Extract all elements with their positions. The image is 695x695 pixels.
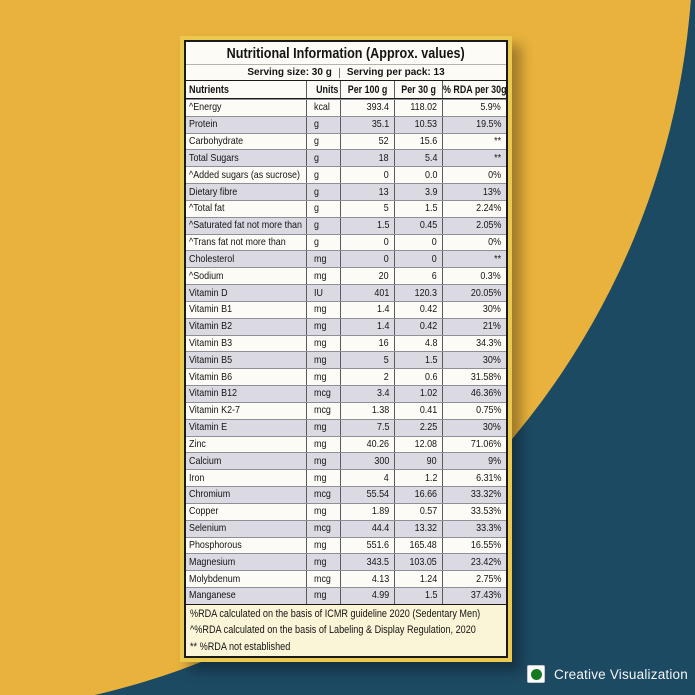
cell-name: Chromium [189, 489, 231, 501]
cell-name: Vitamin B12 [189, 388, 238, 400]
cell-p100: 5 [340, 201, 394, 217]
cell-name: Vitamin K2-7 [189, 405, 240, 417]
cell-name: Phosphorous [189, 539, 242, 551]
cell-p30: 1.2 [394, 470, 442, 486]
cell-p30: 90 [394, 453, 442, 469]
cell-name: ^Added sugars (as sucrose) [189, 169, 300, 181]
cell-rda: 30% [442, 352, 506, 368]
serving-per-pack-text: Serving per pack: 13 [346, 67, 445, 78]
cell-p100: 13 [340, 184, 394, 200]
nutrient-row [186, 553, 506, 570]
cell-p100: 0 [340, 167, 394, 183]
nutrient-row [186, 486, 506, 503]
veg-dot-icon [531, 669, 542, 680]
cell-p100: 7.5 [340, 420, 394, 436]
nutrient-row [186, 200, 506, 217]
cell-units: mg [306, 504, 340, 520]
nutrient-row [186, 368, 506, 385]
cell-units: mg [306, 251, 340, 267]
cell-units: mcg [306, 487, 340, 503]
cell-p30: 103.05 [394, 554, 442, 570]
nutrient-row [186, 351, 506, 368]
cell-units: mg [306, 268, 340, 284]
header-rda-per-30g: % RDA per 30g [442, 81, 506, 98]
cell-units: g [306, 150, 340, 166]
nutrient-row [186, 267, 506, 284]
cell-units: mcg [306, 403, 340, 419]
cell-rda: 37.43% [442, 588, 506, 604]
cell-p100: 551.6 [340, 538, 394, 554]
nutrient-rows [186, 99, 506, 604]
cell-name: Cholesterol [189, 253, 235, 265]
cell-p30: 1.02 [394, 386, 442, 402]
footnotes [186, 604, 506, 656]
label-title-text: Nutritional Information (Approx. values) [226, 44, 466, 62]
cell-units: g [306, 167, 340, 183]
nutrient-row [186, 452, 506, 469]
cell-units: g [306, 218, 340, 234]
cell-p100: 393.4 [340, 100, 394, 116]
serving-divider [339, 68, 340, 78]
cell-units: g [306, 235, 340, 251]
credit-line [527, 664, 688, 684]
cell-name: Vitamin B5 [189, 354, 233, 366]
cell-rda: ** [442, 251, 506, 267]
credit-text: Creative Visualization [554, 666, 688, 682]
cell-p30: 0.0 [394, 167, 442, 183]
nutrient-row [186, 183, 506, 200]
cell-name: Magnesium [189, 556, 236, 568]
nutrient-row [186, 436, 506, 453]
cell-units: g [306, 134, 340, 150]
nutrition-table [184, 40, 508, 658]
cell-rda: 2.24% [442, 201, 506, 217]
cell-units: kcal [306, 100, 340, 116]
cell-p100: 3.4 [340, 386, 394, 402]
cell-rda: 33.3% [442, 521, 506, 537]
nutrient-row [186, 133, 506, 150]
cell-rda: 0% [442, 167, 506, 183]
cell-p30: 1.5 [394, 352, 442, 368]
cell-p30: 13.32 [394, 521, 442, 537]
cell-rda: 0.75% [442, 403, 506, 419]
cell-p100: 16 [340, 336, 394, 352]
cell-name: ^Trans fat not more than [189, 237, 286, 249]
cell-units: mg [306, 470, 340, 486]
cell-units: mg [306, 369, 340, 385]
cell-rda: 33.32% [442, 487, 506, 503]
cell-p30: 15.6 [394, 134, 442, 150]
cell-name: Total Sugars [189, 152, 239, 164]
cell-units: g [306, 117, 340, 133]
cell-name: Calcium [189, 455, 222, 467]
cell-units: mcg [306, 386, 340, 402]
cell-rda: ** [442, 150, 506, 166]
cell-name: Vitamin B2 [189, 321, 233, 333]
cell-rda: 0% [442, 235, 506, 251]
cell-name: Zinc [189, 438, 206, 450]
cell-name: ^Saturated fat not more than [189, 220, 302, 232]
cell-rda: 2.75% [442, 571, 506, 587]
cell-p100: 44.4 [340, 521, 394, 537]
header-per-100g: Per 100 g [340, 81, 394, 98]
nutrient-row [186, 469, 506, 486]
cell-name: Vitamin D [189, 287, 228, 299]
cell-units: mg [306, 588, 340, 604]
cell-rda: 21% [442, 319, 506, 335]
cell-units: mg [306, 319, 340, 335]
table-header-row [186, 80, 506, 99]
cell-p100: 5 [340, 352, 394, 368]
cell-p100: 1.4 [340, 302, 394, 318]
cell-p100: 0 [340, 251, 394, 267]
cell-rda: 34.3% [442, 336, 506, 352]
cell-p30: 4.8 [394, 336, 442, 352]
cell-rda: 5.9% [442, 100, 506, 116]
cell-rda: 16.55% [442, 538, 506, 554]
cell-name: Vitamin B6 [189, 371, 233, 383]
nutrient-row [186, 301, 506, 318]
cell-p30: 118.02 [394, 100, 442, 116]
cell-rda: 2.05% [442, 218, 506, 234]
cell-p100: 1.38 [340, 403, 394, 419]
cell-p100: 18 [340, 150, 394, 166]
cell-p100: 401 [340, 285, 394, 301]
cell-name: Vitamin E [189, 422, 228, 434]
cell-name: Iron [189, 472, 205, 484]
cell-name: Vitamin B1 [189, 304, 233, 316]
cell-rda: 13% [442, 184, 506, 200]
cell-p30: 12.08 [394, 437, 442, 453]
cell-p100: 4.13 [340, 571, 394, 587]
cell-units: mg [306, 538, 340, 554]
nutrient-row [186, 402, 506, 419]
nutrient-row [186, 385, 506, 402]
cell-rda: 30% [442, 420, 506, 436]
cell-p100: 1.5 [340, 218, 394, 234]
nutrient-row [186, 149, 506, 166]
nutrient-row [186, 570, 506, 587]
cell-p30: 10.53 [394, 117, 442, 133]
nutrient-row [186, 234, 506, 251]
cell-p30: 0.6 [394, 369, 442, 385]
cell-p100: 55.54 [340, 487, 394, 503]
cell-name: ^Energy [189, 102, 222, 114]
cell-p30: 165.48 [394, 538, 442, 554]
cell-p100: 4.99 [340, 588, 394, 604]
cell-units: mg [306, 352, 340, 368]
cell-p30: 1.24 [394, 571, 442, 587]
cell-p30: 0.41 [394, 403, 442, 419]
cell-rda: 0.3% [442, 268, 506, 284]
cell-p30: 6 [394, 268, 442, 284]
nutrient-row [186, 250, 506, 267]
cell-p30: 0 [394, 251, 442, 267]
cell-units: IU [306, 285, 340, 301]
cell-name: ^Total fat [189, 203, 225, 215]
label-title [186, 42, 506, 65]
cell-p30: 0.45 [394, 218, 442, 234]
cell-units: mg [306, 302, 340, 318]
cell-rda: 30% [442, 302, 506, 318]
header-nutrients: Nutrients [189, 83, 229, 96]
cell-p30: 120.3 [394, 285, 442, 301]
cell-p30: 0 [394, 235, 442, 251]
nutrition-label-card [180, 36, 512, 662]
cell-units: mg [306, 453, 340, 469]
cell-p100: 1.89 [340, 504, 394, 520]
nutrient-row [186, 217, 506, 234]
cell-name: Protein [189, 119, 218, 131]
cell-name: Manganese [189, 590, 236, 602]
cell-rda: 19.5% [442, 117, 506, 133]
cell-name: Selenium [189, 523, 227, 535]
cell-p30: 1.5 [394, 201, 442, 217]
cell-units: g [306, 201, 340, 217]
cell-rda: 33.53% [442, 504, 506, 520]
cell-p30: 0.42 [394, 319, 442, 335]
serving-info [186, 65, 506, 80]
cell-name: Dietary fibre [189, 186, 238, 198]
cell-name: ^Sodium [189, 270, 224, 282]
nutrient-row [186, 587, 506, 604]
serving-size-text: Serving size: 30 g [247, 67, 332, 78]
footnote-labeling: ^%RDA calculated on the basis of Labeling & Display Regulation, 2020 [190, 624, 476, 637]
cell-p100: 2 [340, 369, 394, 385]
cell-name: Molybdenum [189, 573, 241, 585]
header-units: Units [306, 81, 340, 98]
cell-rda: 23.42% [442, 554, 506, 570]
cell-units: mg [306, 554, 340, 570]
nutrient-row [186, 419, 506, 436]
cell-p30: 16.66 [394, 487, 442, 503]
cell-p100: 0 [340, 235, 394, 251]
cell-rda: 31.58% [442, 369, 506, 385]
header-per-30g: Per 30 g [394, 81, 442, 98]
cell-name: Vitamin B3 [189, 338, 233, 349]
cell-p100: 4 [340, 470, 394, 486]
cell-name: Copper [189, 506, 219, 518]
nutrient-row [186, 503, 506, 520]
nutrient-row [186, 335, 506, 352]
cell-p30: 2.25 [394, 420, 442, 436]
cell-p100: 52 [340, 134, 394, 150]
cell-rda: 46.36% [442, 386, 506, 402]
nutrient-row [186, 166, 506, 183]
cell-units: g [306, 184, 340, 200]
cell-units: mg [306, 437, 340, 453]
cell-units: mg [306, 336, 340, 352]
nutrient-row [186, 537, 506, 554]
cell-rda: 9% [442, 453, 506, 469]
cell-rda: 71.06% [442, 437, 506, 453]
nutrient-row [186, 99, 506, 116]
cell-p30: 0.42 [394, 302, 442, 318]
cell-p100: 1.4 [340, 319, 394, 335]
cell-units: mg [306, 420, 340, 436]
cell-rda: 6.31% [442, 470, 506, 486]
nutrient-row [186, 284, 506, 301]
cell-p30: 1.5 [394, 588, 442, 604]
nutrient-row [186, 520, 506, 537]
cell-units: mcg [306, 521, 340, 537]
veg-mark-icon [527, 665, 545, 683]
cell-units: mcg [306, 571, 340, 587]
cell-p100: 343.5 [340, 554, 394, 570]
cell-p100: 20 [340, 268, 394, 284]
footnote-icmr: %RDA calculated on the basis of ICMR guideline 2020 (Sedentary Men) [190, 607, 481, 620]
cell-rda: ** [442, 134, 506, 150]
cell-name: Carbohydrate [189, 136, 244, 148]
cell-p100: 40.26 [340, 437, 394, 453]
nutrient-row [186, 318, 506, 335]
cell-p30: 0.57 [394, 504, 442, 520]
cell-p30: 5.4 [394, 150, 442, 166]
footnote-not-established: ** %RDA not established [190, 640, 291, 653]
cell-rda: 20.05% [442, 285, 506, 301]
cell-p30: 3.9 [394, 184, 442, 200]
cell-p100: 35.1 [340, 117, 394, 133]
cell-p100: 300 [340, 453, 394, 469]
nutrient-row [186, 116, 506, 133]
